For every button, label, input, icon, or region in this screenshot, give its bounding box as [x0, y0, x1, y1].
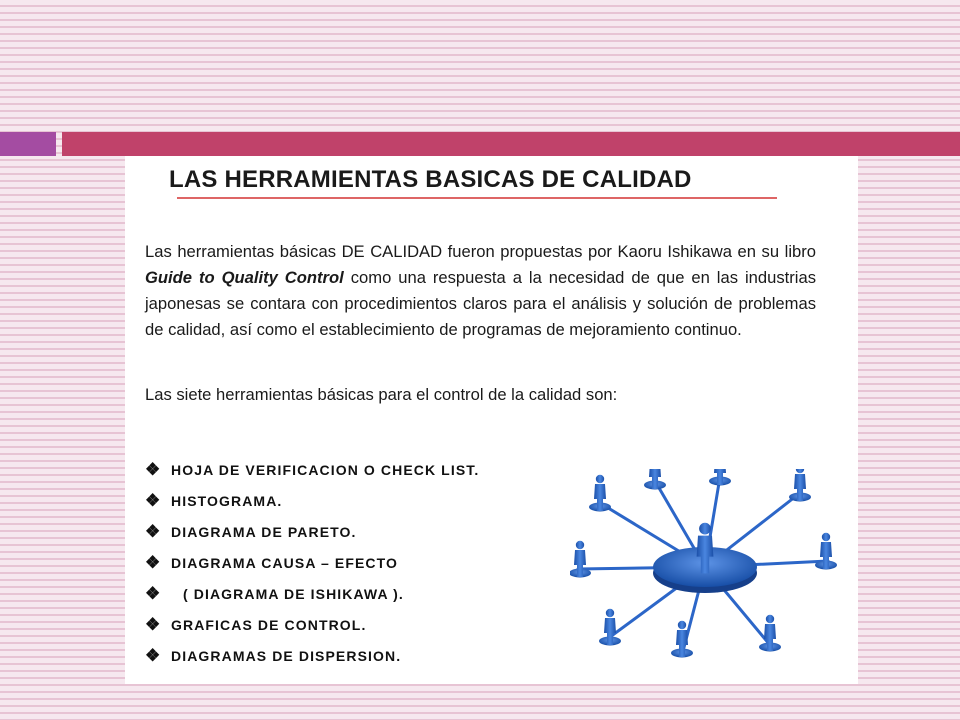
list-item: ❖ DIAGRAMAS DE DISPERSION. — [145, 645, 402, 665]
list-item: ❖ HISTOGRAMA. — [145, 490, 283, 510]
diamond-bullet-icon: ❖ — [145, 521, 161, 541]
slide-title: LAS HERRAMIENTAS BASICAS DE CALIDAD — [169, 166, 692, 193]
diamond-bullet-icon: ❖ — [145, 645, 161, 665]
list-item: ❖ DIAGRAMA CAUSA – EFECTO — [145, 552, 399, 572]
list-item: ❖ DIAGRAMA DE PARETO. — [145, 521, 357, 541]
accent-bar-left — [0, 132, 56, 156]
diamond-bullet-icon: ❖ — [145, 583, 161, 603]
accent-bar-right — [62, 132, 960, 156]
title-underline — [177, 197, 777, 199]
content-card — [125, 156, 858, 684]
description-paragraph — [145, 239, 816, 343]
list-item: ❖ ( DIAGRAMA DE ISHIKAWA ). — [145, 583, 404, 603]
diamond-bullet-icon: ❖ — [145, 552, 161, 572]
diamond-bullet-icon: ❖ — [145, 614, 161, 634]
paragraph-part-2: como una respuesta a la necesidad de que en las industrias japonesas se contara con procedimientos claros para el análisis y solución de problemas de calidad, así como el establecimiento de programas de mejoramiento continuo. — [145, 268, 816, 339]
paragraph-part-1: Las herramientas básicas DE CALIDAD fueron propuestas por Kaoru Ishikawa en su libro — [145, 242, 816, 261]
list-item: ❖ GRAFICAS DE CONTROL. — [145, 614, 367, 634]
list-item: ❖ HOJA DE VERIFICACION O CHECK LIST. — [145, 459, 480, 479]
diamond-bullet-icon: ❖ — [145, 459, 161, 479]
diamond-bullet-icon: ❖ — [145, 490, 161, 510]
tools-intro: Las siete herramientas básicas para el control de la calidad son: — [145, 385, 618, 404]
people-network-icon — [570, 469, 840, 659]
tools-list — [145, 454, 479, 671]
book-title: Guide to Quality Control — [145, 268, 344, 287]
